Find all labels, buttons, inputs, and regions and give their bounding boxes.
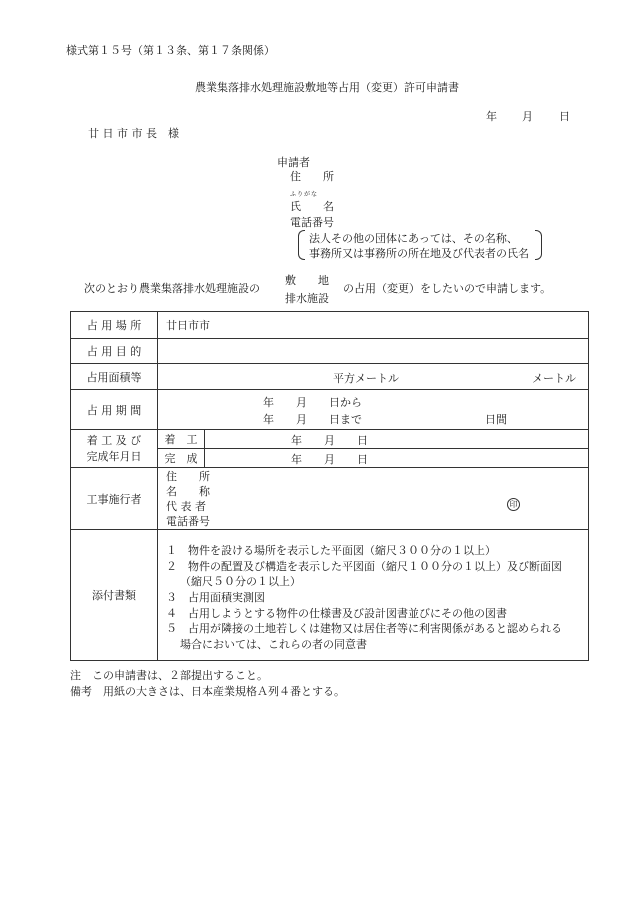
remark: 備考 用紙の大きさは、日本産業規格Ａ列４番とする。 (70, 685, 345, 698)
table-row-area (71, 364, 589, 390)
area-unit-square-meter: 平方メートル (333, 372, 399, 385)
contractor-value (158, 468, 589, 530)
statement-option-land: 敷 地 (285, 274, 329, 287)
schedule-label-line1: 着 工 及 び (86, 433, 142, 447)
attachment-item: 場合においては、これらの者の同意書 (180, 638, 367, 651)
schedule-label (71, 430, 158, 468)
period-value (158, 390, 589, 430)
date-month: 月 (522, 110, 533, 123)
form-number: 様式第１５号（第１３条、第１７条関係） (66, 44, 275, 57)
attachment-item: ３ 占用面積実測図 (166, 591, 265, 604)
statement-option-drainage: 排水施設 (285, 292, 329, 305)
complete-value-cell (205, 449, 589, 468)
period-to: 年 月 日まで (263, 413, 362, 426)
applicant-address-label: 住 所 (290, 170, 334, 183)
attachments-label: 添付書類 (71, 530, 158, 661)
schedule-label-line2: 完成年月日 (86, 449, 142, 463)
location-value: 廿日市市 (158, 312, 589, 339)
period-from: 年 月 日から (263, 396, 362, 409)
statement-prefix: 次のとおり農業集落排水処理施設の (84, 282, 260, 295)
contractor-representative-label: 代 表 者 (166, 500, 206, 513)
period-label: 占 用 期 間 (71, 390, 158, 430)
table-row-contractor (71, 468, 589, 530)
area-label: 占用面積等 (71, 364, 158, 390)
applicant-phone-label: 電話番号 (290, 216, 334, 229)
table-row-attachments (71, 530, 589, 661)
attachment-item: ４ 占用しようとする物件の仕様書及び設計図書並びにその他の図書 (166, 607, 507, 620)
applicant-furigana: ふりがな (290, 191, 319, 198)
complete-label: 完 成 (158, 449, 205, 468)
form-title: 農業集落排水処理施設敷地等占用（変更）許可申請書 (195, 81, 459, 94)
statement-suffix: の占用（変更）をしたいので申請します。 (343, 282, 552, 295)
application-table (70, 311, 589, 661)
attachment-item: （縮尺５０分の１以上） (180, 575, 301, 588)
bracket-left (298, 230, 305, 260)
applicant-name-label: 氏 名 (290, 200, 334, 213)
period-days: 日間 (485, 413, 507, 426)
bracket-right (535, 230, 542, 260)
attachment-item: ５ 占用が隣接の土地若しくは建物又は居住者等に利害関係があると認められる (166, 622, 562, 635)
attachment-item: ２ 物件の配置及び構造を表示した平図面（縮尺１００分の１以上）及び断面図 (166, 560, 562, 573)
area-value (158, 364, 589, 390)
table-row-period (71, 390, 589, 430)
attachments-list (158, 530, 589, 661)
date-day: 日 (559, 110, 570, 123)
table-row-start (71, 430, 589, 449)
complete-value: 年 月 日 (291, 453, 368, 466)
contractor-phone-label: 電話番号 (166, 515, 210, 528)
attachment-item: １ 物件を設ける場所を表示した平面図（縮尺３００分の１以上） (166, 544, 496, 557)
contractor-address-label: 住 所 (166, 470, 210, 483)
table-row-location (71, 312, 589, 339)
start-label: 着 工 (158, 430, 205, 449)
purpose-label: 占 用 目 的 (71, 339, 158, 364)
location-label: 占 用 場 所 (71, 312, 158, 339)
purpose-value (158, 339, 589, 364)
seal-mark: 印 (507, 498, 520, 511)
applicant-note-line2: 事務所又は事務所の所在地及び代表者の氏名 (309, 247, 529, 260)
area-unit-meter: メートル (532, 372, 576, 385)
applicant-heading: 申請者 (277, 156, 310, 169)
addressee: 廿 日 市 市 長 様 (88, 127, 179, 140)
start-value-cell (205, 430, 589, 449)
table-row-purpose (71, 339, 589, 364)
date-year: 年 (486, 110, 497, 123)
contractor-company-label: 名 称 (166, 485, 210, 498)
applicant-note-line1: 法人その他の団体にあっては、その名称、 (309, 232, 518, 245)
contractor-label: 工事施行者 (71, 468, 158, 530)
note: 注 この申請書は、２部提出すること。 (70, 669, 268, 682)
start-value: 年 月 日 (291, 434, 368, 447)
